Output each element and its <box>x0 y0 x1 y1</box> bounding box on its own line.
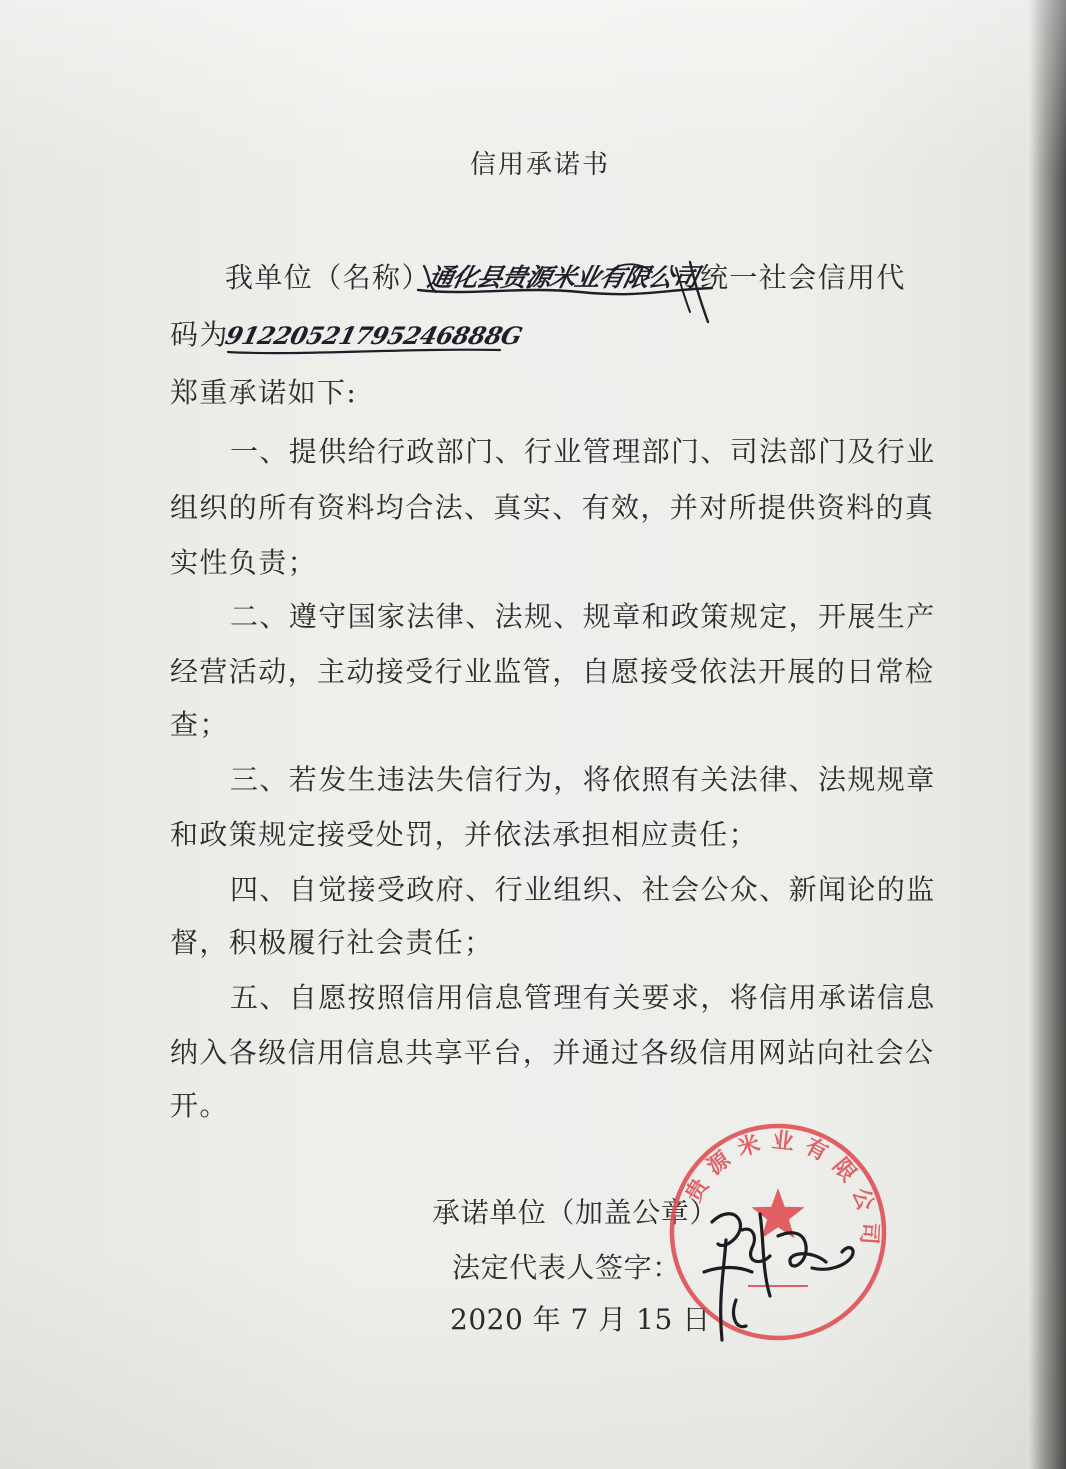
seal-text: 贵源米业有限公司 <box>680 1127 883 1256</box>
legal-representative-label: 法定代表人签字： <box>452 1251 681 1284</box>
document-title: 信用承诺书 <box>470 150 611 180</box>
handwritten-company-name: 通化县贵源米业有限公司 <box>425 263 701 292</box>
handwritten-credit-code: 91220521795246888G <box>222 321 526 350</box>
commitment-2-line-3: 查； <box>170 708 229 741</box>
commitment-3-line-1: 三、若发生违法失信行为，将依照有关法律、法规规章 <box>230 763 936 796</box>
declaration-line: 郑重承诺如下: <box>170 376 358 409</box>
handwritten-signature <box>704 1214 853 1340</box>
commitment-1-line-3: 实性负责； <box>170 546 318 579</box>
commitment-5-line-1: 五、自愿按照信用信息管理有关要求，将信用承诺信息 <box>230 981 936 1014</box>
commitment-5-line-2: 纳入各级信用信息共享平台，并通过各级信用网站向社会公 <box>170 1036 935 1069</box>
commitment-4-line-1: 四、自觉接受政府、行业组织、社会公众、新闻论的监 <box>230 873 936 906</box>
commitment-4-line-2: 督，积极履行社会责任； <box>170 926 494 959</box>
commitment-3-line-2: 和政策规定接受处罚，并依法承担相应责任； <box>170 818 759 851</box>
intro-suffix: 统一社会信用代 <box>700 261 906 294</box>
commitment-1-line-1: 一、提供给行政部门、行业管理部门、司法部门及行业 <box>230 435 936 468</box>
commitment-1-line-2: 组织的所有资料均合法、真实、有效，并对所提供资料的真 <box>170 491 935 524</box>
committing-unit-label: 承诺单位（加盖公章） <box>432 1196 719 1229</box>
intro-prefix: 我单位（名称） <box>225 261 431 294</box>
code-prefix: 码为 <box>170 318 229 351</box>
signing-date: 2020 年 7 月 15 日 <box>450 1303 711 1336</box>
commitment-5-line-3: 开。 <box>170 1089 229 1122</box>
seal-star-icon <box>751 1188 804 1239</box>
commitment-2-line-1: 二、遵守国家法律、法规、规章和政策规定，开展生产 <box>230 600 936 633</box>
commitment-2-line-2: 经营活动，主动接受行业监管，自愿接受依法开展的日常检 <box>170 655 935 688</box>
